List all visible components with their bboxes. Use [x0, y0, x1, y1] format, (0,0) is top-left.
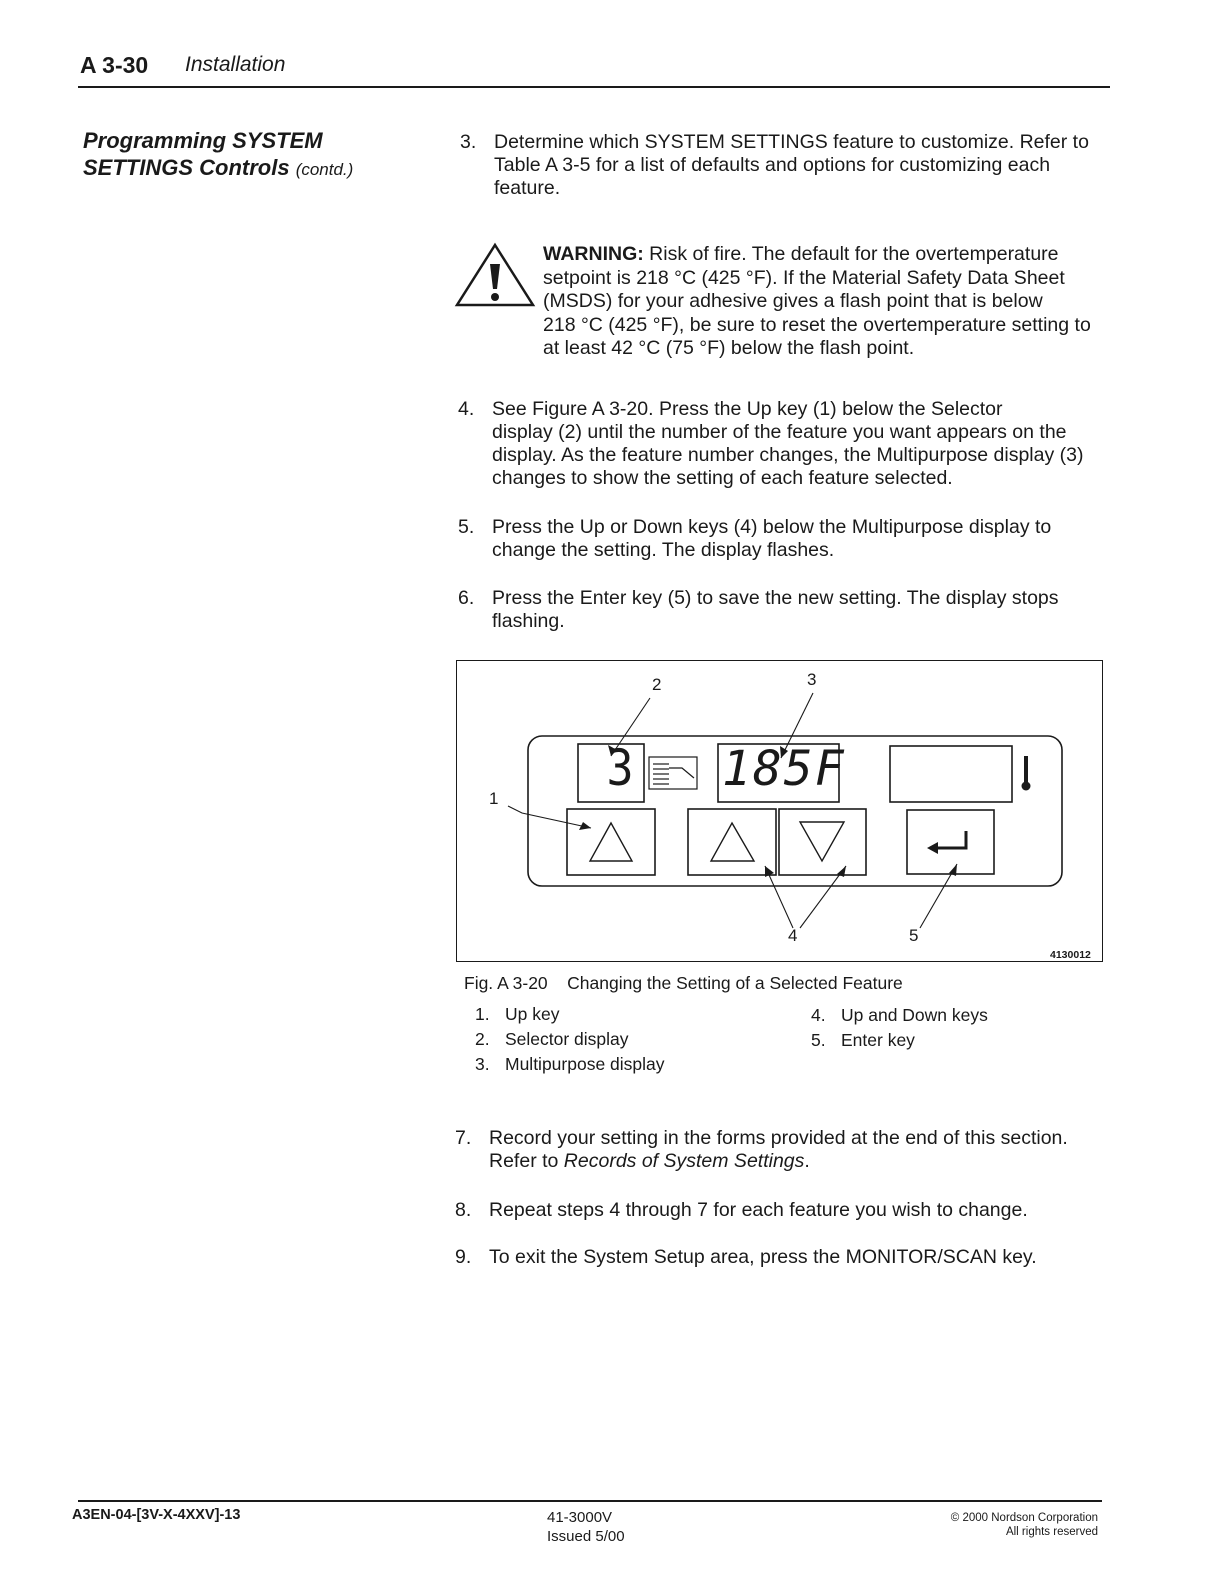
header-rule	[78, 86, 1110, 88]
callout-3: 3	[807, 670, 817, 689]
step-line: feature.	[494, 177, 561, 199]
step-line: Determine which SYSTEM SETTINGS feature to customize. Refer to	[494, 131, 1089, 153]
footer-copyright-line: © 2000 Nordson Corporation	[950, 1512, 1098, 1524]
legend-text: Up and Down keys	[841, 1005, 988, 1025]
legend-number: 1.	[475, 1004, 490, 1024]
page-number: A 3-30	[80, 52, 149, 78]
step-7	[455, 1127, 1115, 1175]
step-number: 4.	[458, 398, 475, 420]
footer-rights-line: All rights reserved	[1005, 1526, 1098, 1538]
legend-text: Enter key	[841, 1030, 915, 1050]
legend-text: Multipurpose display	[505, 1054, 665, 1074]
warning-label: WARNING:	[543, 243, 644, 265]
legend-number: 5.	[811, 1030, 826, 1050]
callout-1: 1	[489, 789, 499, 808]
footer-rule	[78, 1500, 1102, 1502]
step-number: 3.	[460, 131, 477, 153]
step-line: changes to show the setting of each feature selected.	[492, 467, 953, 489]
footer-center	[547, 1508, 625, 1546]
step-9	[455, 1246, 1115, 1270]
footer-copyright	[880, 1511, 1098, 1539]
step-text	[489, 1127, 1068, 1173]
side-heading-line2-text: SETTINGS Controls	[83, 155, 290, 180]
step-line: display. As the feature number changes, the Multipurpose display (3)	[492, 444, 1084, 466]
side-heading	[83, 127, 353, 183]
callout-5: 5	[909, 926, 919, 945]
legend-text: Up key	[505, 1004, 560, 1024]
legend-right	[811, 1003, 1071, 1058]
figure-id: 4130012	[1050, 949, 1091, 961]
step-5	[458, 516, 1118, 564]
legend-number: 3.	[475, 1054, 490, 1074]
step-number: 6.	[458, 587, 475, 609]
step-number: 9.	[455, 1246, 472, 1268]
step-number: 8.	[455, 1199, 472, 1221]
step-text	[492, 398, 1083, 490]
step-line: Table A 3-5 for a list of defaults and options for customizing each	[494, 154, 1051, 176]
step-line: Repeat steps 4 through 7 for each feature you wish to change.	[489, 1199, 1028, 1221]
step-line: display (2) until the number of the feature you want appears on the	[492, 421, 1067, 443]
caption-number: Fig. A 3-20	[464, 973, 548, 993]
step-text	[492, 516, 1051, 562]
side-heading-line1: Programming SYSTEM	[83, 128, 323, 153]
multipurpose-display-value: 185F	[722, 741, 846, 797]
caption-title: Changing the Setting of a Selected Feature	[567, 973, 903, 993]
footer-part-number: 41-3000V	[547, 1509, 613, 1526]
warning-line: setpoint is 218 °C (425 °F). If the Material Safety Data Sheet	[543, 266, 1065, 289]
callout-2: 2	[652, 675, 662, 694]
warning-line: at least 42 °C (75 °F) below the flash point.	[543, 337, 915, 359]
selector-display-value: 3	[606, 739, 634, 797]
step-line: Record your setting in the forms provided at the end of this section.	[489, 1127, 1068, 1149]
step-line-prefix: Refer to	[489, 1150, 564, 1172]
warning-text	[543, 243, 1123, 361]
warning-line: (MSDS) for your adhesive gives a flash point that is below	[543, 290, 1043, 312]
legend-text: Selector display	[505, 1029, 629, 1049]
step-text	[489, 1199, 1028, 1222]
down-key	[779, 809, 866, 875]
up-key-selector	[567, 809, 655, 875]
step-text	[492, 587, 1059, 633]
callout-4: 4	[788, 926, 798, 945]
step-line: flashing.	[492, 610, 565, 632]
step-number: 7.	[455, 1127, 472, 1149]
control-panel-figure	[456, 660, 1103, 962]
step-text	[494, 131, 1089, 200]
step-line: Press the Enter key (5) to save the new setting. The display stops	[492, 587, 1059, 609]
step-line: To exit the System Setup area, press the MONITOR/SCAN key.	[489, 1246, 1037, 1268]
setup-menu-icon	[649, 757, 697, 789]
step-6	[458, 587, 1118, 635]
step-text	[489, 1246, 1037, 1269]
footer-doc-code: A3EN-04-[3V-X-4XXV]-13	[72, 1507, 241, 1523]
enter-key	[907, 810, 994, 874]
side-heading-line2	[83, 154, 353, 183]
temperature-display	[890, 746, 1012, 802]
legend-left	[475, 1002, 775, 1082]
legend-number: 2.	[475, 1029, 490, 1049]
warning-line	[543, 243, 1123, 267]
leader-lines	[508, 693, 957, 928]
warning-line: 218 °C (425 °F), be sure to reset the overtemperature setting to	[543, 313, 1091, 336]
step-line	[489, 1150, 1068, 1173]
step-4	[458, 398, 1118, 493]
warning-triangle-icon	[454, 242, 536, 308]
legend-number: 4.	[811, 1005, 826, 1025]
warning-line-rest: Risk of fire. The default for the overtemperature	[643, 243, 1059, 265]
footer-issued: Issued 5/00	[547, 1528, 625, 1545]
side-heading-contd: (contd.)	[295, 160, 354, 179]
step-line: Press the Up or Down keys (4) below the Multipurpose display to	[492, 516, 1052, 538]
section-title: Installation	[185, 53, 286, 76]
thermometer-icon	[1022, 756, 1031, 791]
step-line-suffix: .	[804, 1150, 810, 1172]
step-3	[460, 131, 1120, 201]
figure-caption	[464, 973, 903, 994]
step-8	[455, 1199, 1115, 1223]
step-number: 5.	[458, 516, 475, 538]
up-key-multipurpose	[688, 809, 776, 875]
step-line: See Figure A 3-20. Press the Up key (1) below the Selector	[492, 398, 1003, 420]
step-line: change the setting. The display flashes.	[492, 539, 835, 561]
records-reference: Records of System Settings	[563, 1150, 805, 1172]
